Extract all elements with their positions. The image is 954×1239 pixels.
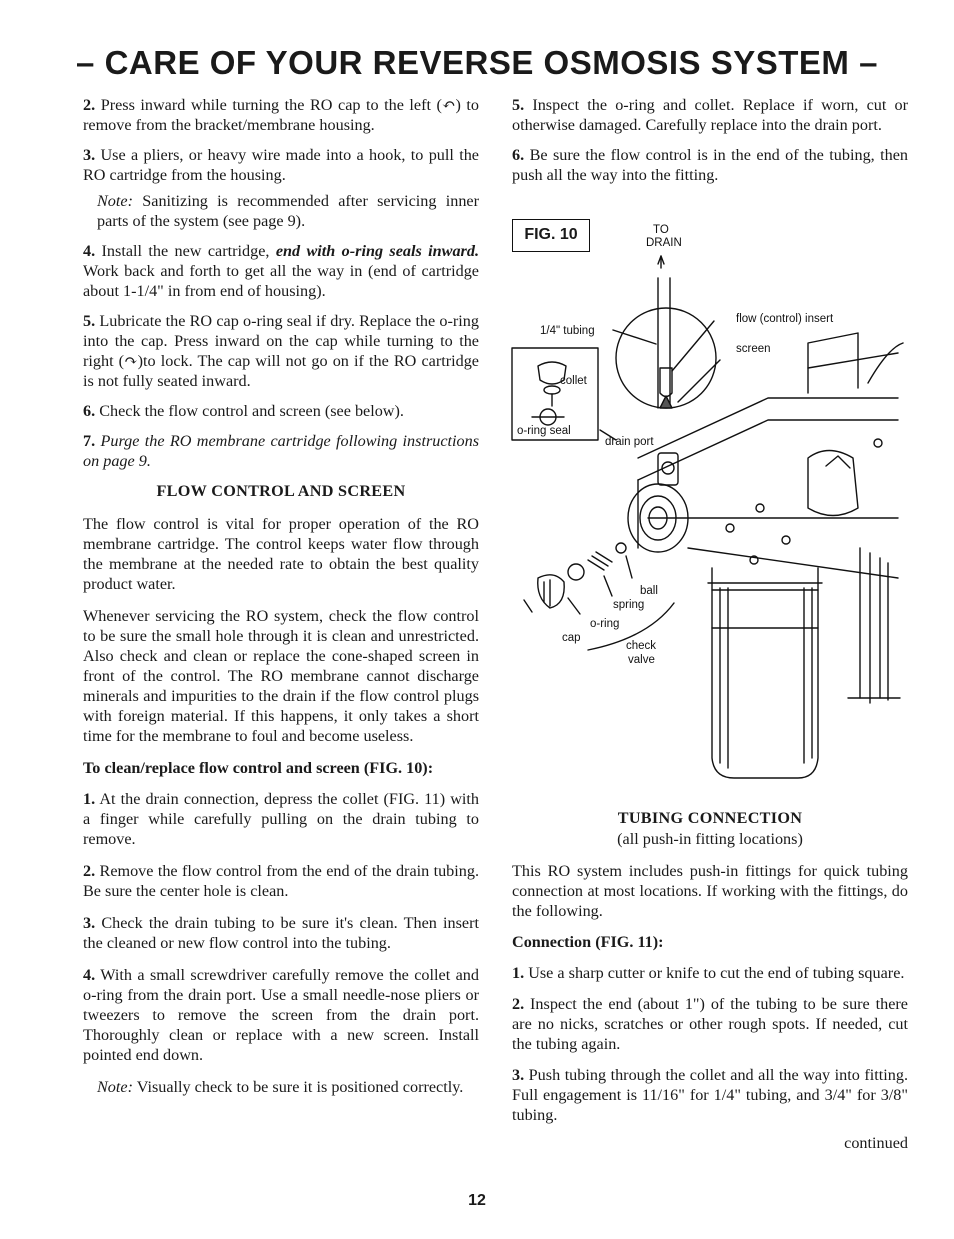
step-7: 7. Purge the RO membrane cartridge following instructions on page 9. xyxy=(83,432,480,470)
page-title: – CARE OF YOUR REVERSE OSMOSIS SYSTEM – xyxy=(76,44,878,81)
label-drain: DRAIN xyxy=(646,237,682,249)
flow-control-heading: FLOW CONTROL AND SCREEN xyxy=(156,482,406,500)
fig10-illustration xyxy=(508,218,908,798)
flow-paragraph-2: Whenever servicing the RO system, check the flow control to be sure the small hole through it is clean and unrestricted. Also check and clean or replace the cone-shaped screen in front of the control. The RO membrane cannot discharge minerals and impurities to the drain if the flow control plugs with foreign material. If this happens, it only takes a short time for the membrane to foul and become useless. xyxy=(83,607,479,745)
right-column-lower xyxy=(512,808,908,1153)
step-3: 3. Use a pliers, or heavy wire made into a hook, to pull the RO cartridge from the housing. xyxy=(83,146,479,184)
connection-step-3: 3. Push tubing through the collet and all the way into fitting. Full engagement is 11/16" for 1/4" tubing, and 3/4" for 3/8" tubing. xyxy=(512,1066,908,1124)
label-valve: valve xyxy=(628,654,655,666)
figure-10 xyxy=(508,218,908,798)
step-6: 6. Check the flow control and screen (see below). xyxy=(83,402,404,420)
flow-paragraph-1: The flow control is vital for proper operation of the RO membrane cartridge. The control keeps water flow through the membrane at the needed rate to obtain the best quality product water. xyxy=(83,515,479,593)
page-number: 12 xyxy=(468,1192,486,1209)
label-oring: o-ring xyxy=(590,618,620,630)
tubing-heading: TUBING CONNECTION xyxy=(617,809,803,827)
step-5: 5. Lubricate the RO cap o-ring seal if dry. Replace the o-ring into the cap. Press inward on the cap while turning to the right (↷)to lock. The cap will not go on if the RO cartridge is not fully seated inward. xyxy=(83,312,479,390)
clean-heading: To clean/replace flow control and screen (FIG. 10): xyxy=(83,759,434,777)
step-5-inspect: 5. Inspect the o-ring and collet. Replace if worn, cut or otherwise damaged. Carefully replace into the drain port. xyxy=(512,96,909,134)
label-ball: ball xyxy=(640,585,658,597)
tubing-subheading: (all push-in fitting locations) xyxy=(617,830,803,848)
label-spring: spring xyxy=(613,599,645,611)
step-2: 2. Press inward while turning the RO cap to the left (↶) to remove from the bracket/membrane housing. xyxy=(83,96,480,134)
label-flow-insert: flow (control) insert xyxy=(736,313,834,325)
label-oring-seal: o-ring seal xyxy=(517,425,571,437)
connection-heading: Connection (FIG. 11): xyxy=(512,933,664,951)
label-collet: collet xyxy=(560,375,587,387)
fig-10-label: FIG. 10 xyxy=(512,219,590,252)
clean-step-2: 2. Remove the flow control from the end of the drain tubing. Be sure the center hole is clean. xyxy=(83,862,480,900)
step-6-flow: 6. Be sure the flow control is in the end of the tubing, then push all the way into the fitting. xyxy=(512,146,909,184)
connection-step-1: 1. Use a sharp cutter or knife to cut the end of tubing square. xyxy=(512,964,905,982)
label-drain-port: drain port xyxy=(605,436,654,448)
note-visual-check: Note: Visually check to be sure it is positioned correctly. xyxy=(97,1078,464,1096)
step-4: 4. Install the new cartridge, end with o-ring seals inward. Work back and forth to get all the way in (end of cartridge about 1-1/4" in from end of housing). xyxy=(83,242,480,300)
note-sanitizing: Note: Sanitizing is recommended after servicing inner parts of the system (see page 9). xyxy=(97,192,480,230)
label-screen: screen xyxy=(736,343,771,355)
continued-label: continued xyxy=(844,1134,908,1152)
label-check: check xyxy=(626,640,657,652)
left-column xyxy=(83,95,479,1097)
right-column xyxy=(512,95,908,185)
clean-step-3: 3. Check the drain tubing to be sure it's clean. Then insert the cleaned or new flow control into the tubing. xyxy=(83,914,480,952)
label-cap: cap xyxy=(562,632,581,644)
label-tubing: 1/4" tubing xyxy=(540,325,595,337)
label-to: TO xyxy=(653,224,669,236)
clean-step-4: 4. With a small screwdriver carefully remove the collet and o-ring from the drain port. Use a small needle-nose pliers or tweezers to remove the screen from the drain port. Thoroughly clean or replace with a new screen. Install pointed end down. xyxy=(83,966,479,1064)
clean-step-1: 1. At the drain connection, depress the collet (FIG. 11) with a finger while carefully pulling on the drain tubing to remove. xyxy=(83,790,480,848)
connection-step-2: 2. Inspect the end (about 1") of the tubing to be sure there are no nicks, scratches or other rough spots. If needed, cut the tubing again. xyxy=(512,995,908,1053)
tubing-paragraph: This RO system includes push-in fittings for quick tubing connection at most locations. If working with the fittings, do the following. xyxy=(512,862,908,920)
